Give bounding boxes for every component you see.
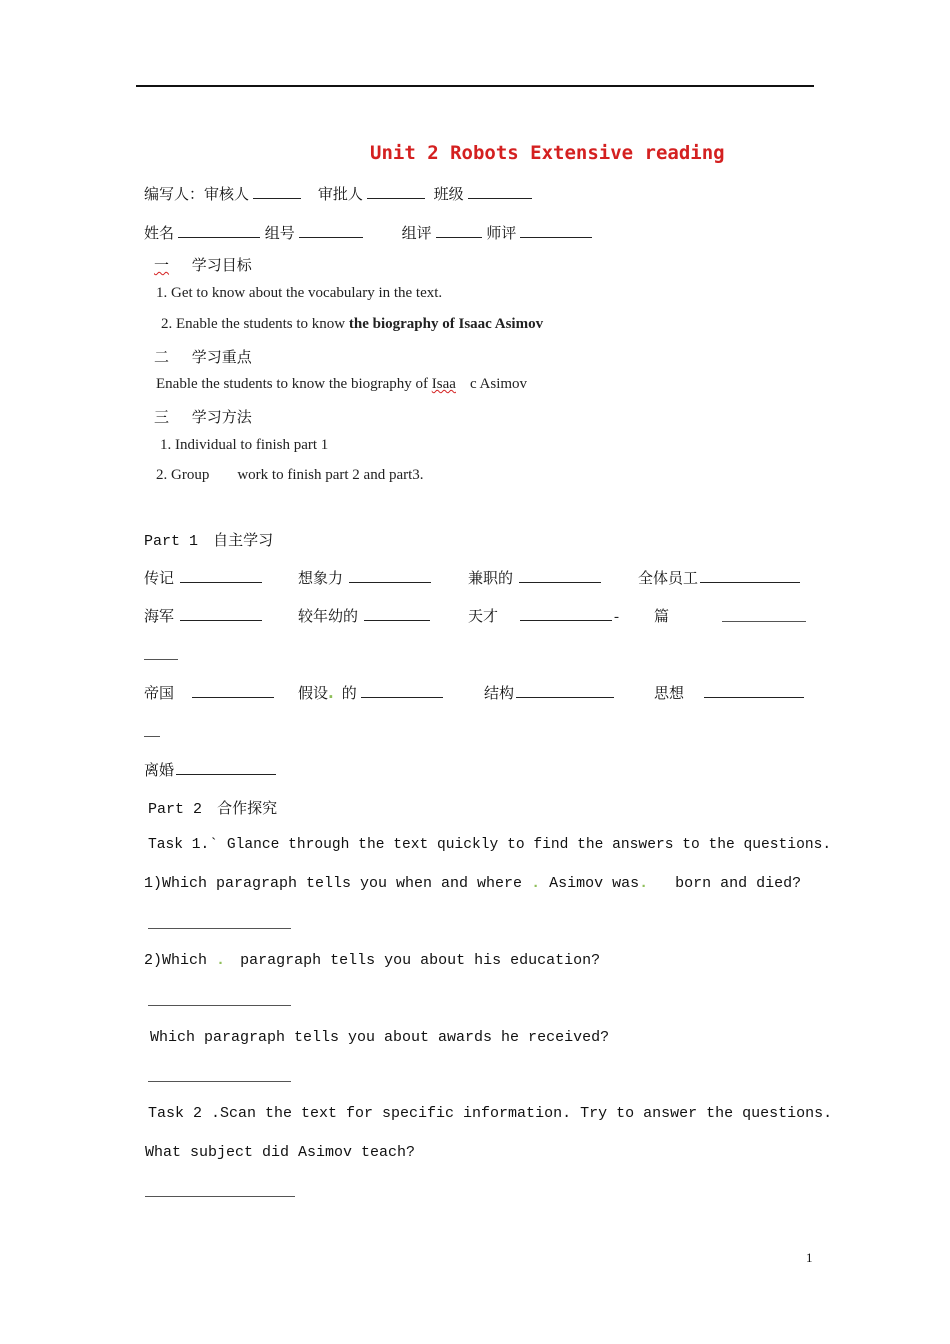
vocab-thought-field[interactable]: [704, 683, 804, 698]
question-2-b: paragraph tells you about his education?: [240, 952, 601, 969]
goal-2: [161, 316, 543, 333]
part2-heading: [148, 797, 277, 818]
question-3: Which paragraph tells you about awards he received?: [150, 1029, 610, 1046]
question-1: [144, 875, 801, 892]
vocab-staff-label: 全体员工: [638, 569, 699, 587]
focus-heading: [154, 346, 252, 367]
vocab-hypothetical: [298, 682, 443, 703]
header-row-2: [144, 222, 592, 243]
vocab-thought-field-cont[interactable]: [144, 736, 160, 737]
vocab-hypothetical-suffix: 的: [341, 684, 357, 702]
group-eval-field[interactable]: [436, 223, 482, 238]
vocab-imagination-label: 想象力: [298, 569, 344, 587]
question-2-dot: .: [216, 952, 226, 969]
question-1-a: 1)Which paragraph tells you when and where: [144, 875, 523, 892]
vocab-navy: [144, 605, 262, 626]
question-4: What subject did Asimov teach?: [145, 1144, 416, 1161]
name-label: 姓名: [144, 224, 175, 242]
focus-label: 学习重点: [191, 348, 252, 366]
method-2-b: work to finish part 2 and part3.: [237, 467, 424, 483]
vocab-imagination: [298, 567, 431, 588]
vocab-staff: [638, 567, 800, 588]
answer-line-3[interactable]: [148, 1081, 291, 1082]
vocab-structure-field[interactable]: [516, 683, 614, 698]
answer-line-4[interactable]: [145, 1196, 295, 1197]
vocab-genius-label: 天才: [468, 607, 499, 625]
approver-field[interactable]: [367, 184, 425, 199]
vocab-empire: [144, 682, 274, 703]
method-2: [156, 467, 424, 484]
vocab-navy-field[interactable]: [180, 606, 262, 621]
header-row-1: [144, 183, 532, 204]
vocab-biography-label: 传记: [144, 569, 175, 587]
vocab-staff-field[interactable]: [700, 568, 800, 583]
group-no-field[interactable]: [299, 223, 363, 238]
vocab-junior-field[interactable]: [364, 606, 430, 621]
method-mark: 三: [154, 408, 170, 426]
question-2: [144, 952, 600, 969]
vocab-structure: [484, 682, 614, 703]
group-eval-label: 组评: [401, 224, 432, 242]
method-1: 1. Individual to finish part 1: [160, 437, 329, 453]
vocab-empire-label: 帝国: [144, 684, 175, 702]
goal-1: 1. Get to know about the vocabulary in the text.: [156, 285, 443, 301]
method-2-a: 2. Group: [156, 467, 210, 483]
vocab-part-time: [468, 567, 601, 588]
vocab-thought: [654, 682, 804, 703]
vocab-piece-field[interactable]: [722, 621, 806, 622]
vocab-hypothetical-field[interactable]: [361, 683, 443, 698]
vocab-structure-label: 结构: [484, 684, 515, 702]
vocab-junior: [298, 605, 430, 626]
focus-text-c: c Asimov: [469, 376, 528, 392]
teacher-eval-label: 师评: [486, 224, 517, 242]
class-label: 班级: [433, 185, 464, 203]
vocab-empire-field[interactable]: [192, 683, 274, 698]
goals-mark: 一: [154, 256, 170, 274]
vocab-imagination-field[interactable]: [349, 568, 431, 583]
focus-text: [156, 376, 527, 393]
answer-line-2[interactable]: [148, 1005, 291, 1006]
part2-heading-cn: 合作探究: [217, 799, 278, 817]
goals-label: 学习目标: [191, 256, 252, 274]
vocab-part-time-field[interactable]: [519, 568, 601, 583]
question-1-c: born and died?: [675, 875, 802, 892]
vocab-navy-label: 海军: [144, 607, 175, 625]
vocab-part-time-label: 兼职的: [468, 569, 514, 587]
focus-text-a: Enable the students to know the biography of: [156, 376, 432, 392]
top-rule: [136, 85, 814, 87]
vocab-divorce-field[interactable]: [176, 760, 276, 775]
vocab-piece-field-cont[interactable]: [144, 659, 178, 660]
writer-label: 编写人：: [144, 185, 205, 203]
vocab-thought-label: 思想: [654, 684, 685, 702]
page-number: 1: [806, 1250, 813, 1265]
vocab-divorce-label: 离婚: [144, 761, 175, 779]
goal-2-text: 2. Enable the students to know: [161, 316, 349, 332]
vocab-piece-label: 篇: [654, 607, 670, 625]
vocab-biography: [144, 567, 262, 588]
answer-line-1[interactable]: [148, 928, 291, 929]
part1-heading: [144, 529, 273, 550]
vocab-piece: [654, 605, 669, 626]
page-title: Unit 2 Robots Extensive reading: [370, 142, 725, 164]
part2-heading-en: Part 2: [148, 801, 203, 818]
question-1-b: Asimov was: [549, 875, 640, 892]
goals-heading: [154, 254, 252, 275]
vocab-hypothetical-label: 假设: [298, 684, 329, 702]
method-label: 学习方法: [191, 408, 252, 426]
question-1-dot-b: .: [639, 875, 649, 892]
vocab-junior-label: 较年幼的: [298, 607, 359, 625]
focus-mark: 二: [154, 348, 170, 366]
goal-2-bold: the biography of Isaac Asimov: [348, 316, 544, 332]
vocab-genius: [468, 605, 619, 626]
part1-heading-en: Part 1: [144, 533, 199, 550]
vocab-genius-field[interactable]: [520, 606, 612, 621]
method-heading: [154, 406, 252, 427]
vocab-divorce: [144, 759, 276, 780]
part1-heading-cn: 自主学习: [213, 531, 274, 549]
task1-instruction: Task 1.` Glance through the text quickly to find the answers to the questions.: [148, 837, 832, 853]
approver-label: 审批人: [317, 185, 363, 203]
question-2-a: 2)Which: [144, 952, 208, 969]
focus-text-b: Isaa: [431, 376, 456, 392]
class-field[interactable]: [468, 184, 532, 199]
vocab-dot-mark: .: [328, 684, 334, 702]
teacher-eval-field[interactable]: [520, 223, 592, 238]
question-1-dot-a: .: [531, 875, 541, 892]
name-field[interactable]: [178, 223, 260, 238]
vocab-biography-field[interactable]: [180, 568, 262, 583]
reviewer-label: 审核人: [204, 185, 250, 203]
vocab-dash: -: [614, 609, 620, 625]
reviewer-field[interactable]: [253, 184, 301, 199]
task2-instruction: Task 2 .Scan the text for specific information. Try to answer the questions.: [148, 1105, 833, 1122]
group-no-label: 组号: [264, 224, 295, 242]
